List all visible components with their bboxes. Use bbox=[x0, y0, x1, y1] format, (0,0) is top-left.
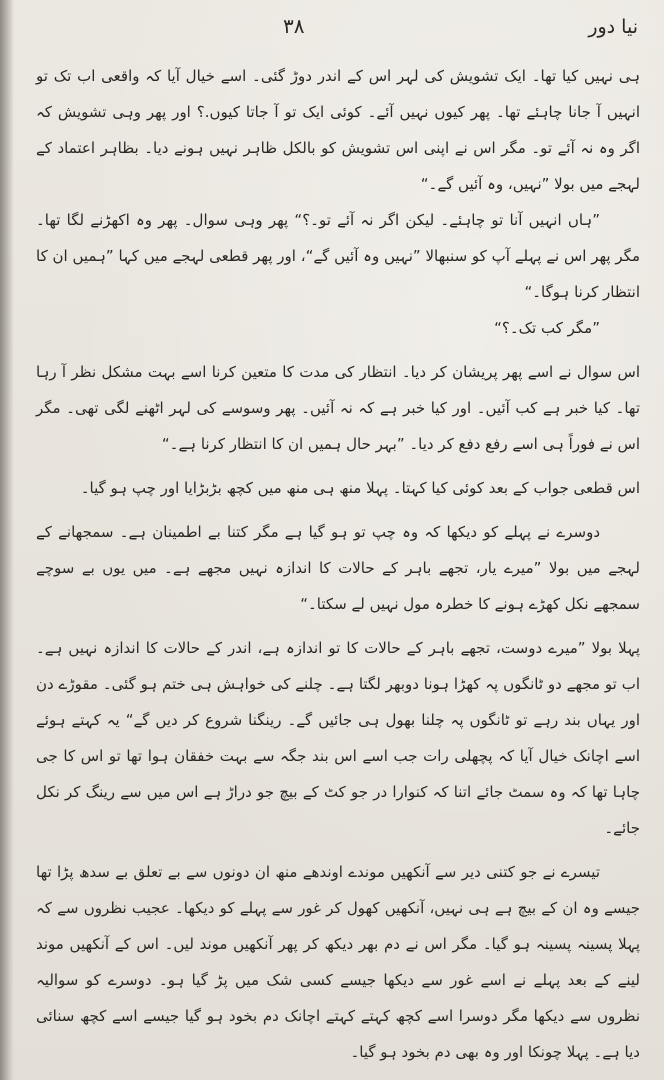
paragraph: پہلا بولا ”میرے دوست، تجھے باہر کے حالات کا تو اندازہ ہے، اندر کے حالات کا اندازہ نہیں ہے۔ اب تو مجھے دو ٹانگوں پہ کھڑا ہونا دوبھر لگتا ہے۔ چلنے کی خواہش ہی ختم ہو گئی۔ مقوڑے دن اور یہاں بند رہے تو ٹانگوں پہ چلنا بھول ہی جائیں گے۔ رینگنا شروع کر دیں گے“ یہ کہتے ہوئے اسے اچانک خیال آیا کہ پچھلی رات جب اسے اس بند جگہ سے بہت خفقان ہوا تھا تو اس کا جی چاہا تھا کہ وہ سمٹ جائے اتنا کہ کنوارا در جو کٹ کے بیچ جو دراڑ ہے اس میں سے رینگ کر نکل جائے۔ bbox=[36, 639, 640, 837]
paragraph: ”مگر کب تک۔؟“ bbox=[494, 319, 600, 337]
paragraph: ہی نہیں کیا تھا۔ ایک تشویش کی لہر اس کے اندر دوڑ گئی۔ اسے خیال آیا کہ واقعی اب تک تو انہیں آ جانا چاہئے تھا۔ پھر کیوں نہیں آئے۔ کوئی ایک تو آ جاتا کیوں.؟ اور پھر وہی تشویش کہ اگر وہ نہ آئے تو۔ مگر اس نے اپنی اس تشویش کو بالکل ظاہر نہیں ہونے دیا۔ بظاہر اعتماد کے لہجے میں بولا ”نہیں، وہ آئیں گے۔“ bbox=[36, 67, 640, 193]
page-binding-shadow bbox=[0, 0, 14, 1080]
paragraph: تیسرے نے جو کتنی دیر سے آنکھیں موندے اوندھے منھ ان دونوں سے بے تعلق بے سدھ پڑا تھا جیسے وہ ان کے بیچ ہے ہی نہیں، آنکھیں کھول کر غور سے پہلے کو دیکھا۔ عجیب نظروں سے کہ پہلا پسینہ پسینہ ہو گیا۔ مگر اس نے دم بھر دیکھ کر پھر آنکھیں موند لیں۔ اس کے آنکھیں موند لینے کے بعد پہلے نے اسے غور سے دیکھا جیسے کسی شک میں پڑ گیا ہو۔ دوسرے کو سوالیہ نظروں سے دیکھا مگر دوسرا اسے کچھ کہتے کہتے اچانک دم بخود ہو گیا جیسے اسے کچھ سنائی دیا ہے۔ پہلا چونکا اور وہ بھی دم بخود ہو گیا۔ bbox=[36, 863, 640, 1061]
running-header-title: نیا دور bbox=[588, 16, 638, 38]
page-number: ۳۸ bbox=[283, 14, 305, 38]
story-body-text bbox=[36, 58, 640, 1061]
paragraph: اس سوال نے اسے پھر پریشان کر دیا۔ انتظار کی مدت کا متعین کرنا اسے بہت مشکل نظر آ رہا تھا۔ کیا خبر ہے کب آئیں۔ اور کیا خبر ہے کہ نہ آئیں۔ پھر وسوسے کی لہر اٹھنے لگی تھی۔ مگر اس نے فوراً ہی اسے رفع دفع کر دیا۔ ”بہر حال ہمیں ان کا انتظار کرنا ہے۔“ bbox=[36, 363, 640, 453]
paragraph: ”ہاں انہیں آنا تو چاہئے۔ لیکن اگر نہ آئے تو۔؟“ پھر وہی سوال۔ پھر وہ اکھڑنے لگا تھا۔ مگر پھر اس نے پہلے آپ کو سنبھالا ”نہیں وہ آئیں گے“، اور پھر قطعی لہجے میں کہا ”ہمیں ان کا انتظار کرنا ہوگا۔“ bbox=[36, 211, 640, 301]
paragraph: اس قطعی جواب کے بعد کوئی کیا کہتا۔ پہلا منھ ہی منھ میں کچھ بڑبڑایا اور چپ ہو گیا۔ bbox=[80, 479, 640, 497]
paragraph: دوسرے نے پہلے کو دیکھا کہ وہ چپ تو ہو گیا ہے مگر کتنا بے اطمینان ہے۔ سمجھانے کے لہجے میں بولا ”میرے یار، تجھے باہر کے حالات کا اندازہ نہیں مجھے ہے۔ میں یوں بے سوچے سمجھے نکل کھڑے ہونے کا خطرہ مول نہیں لے سکتا۔“ bbox=[36, 523, 640, 613]
